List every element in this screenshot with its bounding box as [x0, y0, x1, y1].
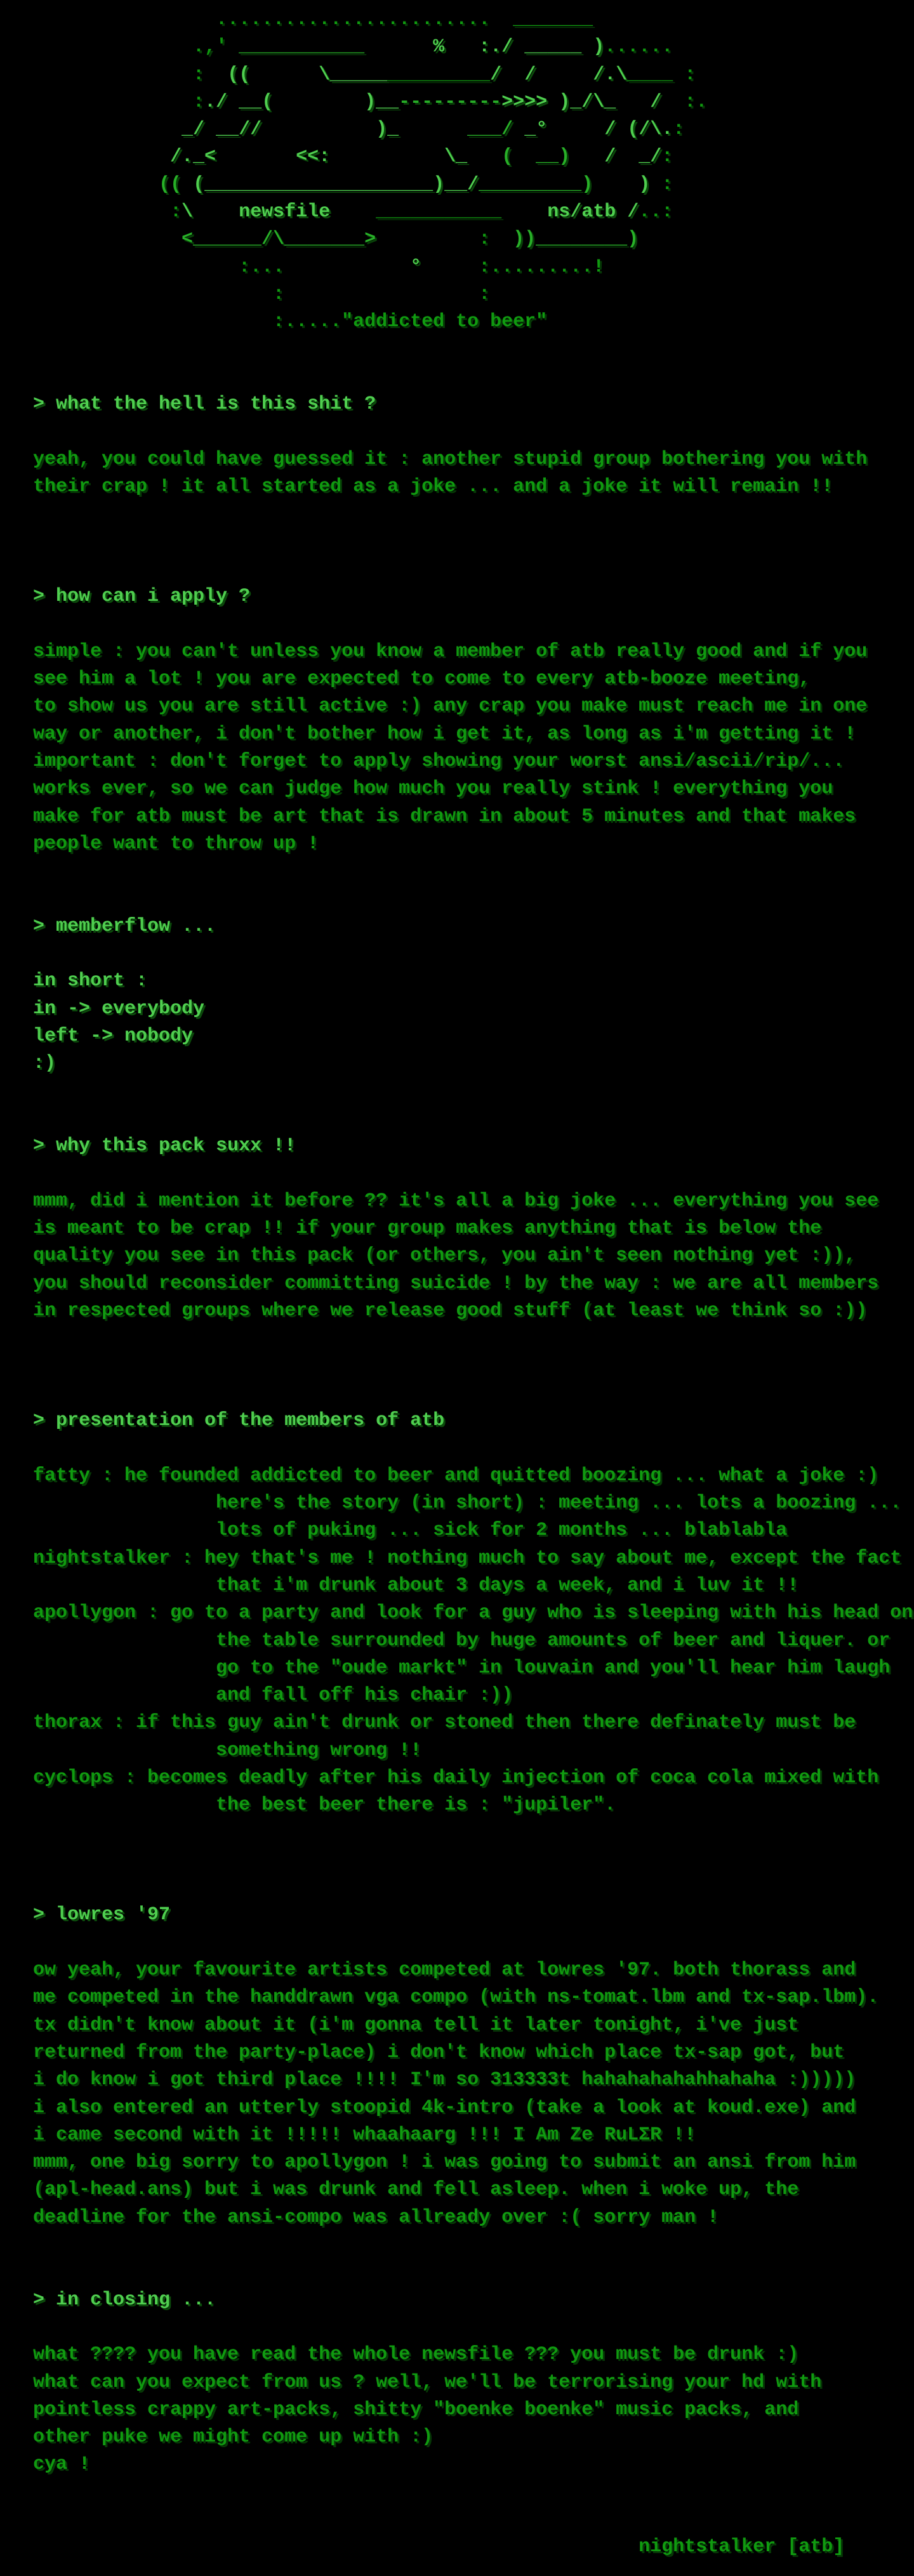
- ascii-art-segment: _____: [524, 36, 582, 58]
- blank-line: [33, 886, 914, 913]
- blank-line: [33, 1929, 914, 1957]
- ascii-art-segment: ..:: [639, 201, 673, 223]
- ascii-art-segment: newsfile: [239, 201, 331, 223]
- text-line: to show us you are still active :) any crap you make must reach me in one: [33, 695, 868, 718]
- blank-line: [33, 1325, 914, 1352]
- text-line: i do know i got third place !!!! I'm so 313333t hahahahahahhahaha :))))): [33, 2069, 856, 2091]
- ascii-art-segment: (/\.: [627, 119, 673, 141]
- ascii-art-segment: :: [33, 201, 182, 223]
- ascii-art-line: [33, 199, 914, 226]
- section-heading: > memberflow ...: [33, 915, 216, 937]
- text-line: ow yeah, your favourite artists competed at lowres '97. both thorass and: [33, 1959, 856, 1981]
- ascii-art-segment: __(: [239, 91, 274, 113]
- text-line: see him a lot ! you are expected to come to every atb-booze meeting,: [33, 668, 811, 690]
- blank-line: [33, 1874, 914, 1902]
- ascii-art-segment: )_/\_: [559, 91, 616, 113]
- ascii-art-segment: :: [673, 119, 685, 141]
- text-line: me competed in the handdrawn vga compo (with ns-tomat.lbm and tx-sap.lbm).: [33, 1987, 879, 2009]
- section-heading: > lowres '97: [33, 1904, 171, 1926]
- ascii-art-segment: [182, 174, 193, 195]
- ascii-art-line: [33, 281, 914, 308]
- ascii-art-segment: /: [490, 63, 502, 86]
- ascii-art-segment: /.\: [593, 63, 628, 86]
- blank-line: [33, 529, 914, 556]
- ascii-art-segment: ((: [227, 63, 251, 86]
- ascii-art-segment: [547, 91, 559, 113]
- ascii-art-segment: )_: [376, 119, 399, 141]
- ascii-art-segment: :./: [479, 36, 525, 58]
- text-line: lots of puking ... sick for 2 months ... blablabla: [33, 1520, 788, 1542]
- ascii-art-segment: [399, 119, 467, 140]
- blank-line: [33, 336, 914, 364]
- blank-line: [33, 418, 914, 445]
- ascii-art-segment: >>>>: [501, 91, 548, 113]
- ascii-art-segment: ___/: [467, 119, 513, 141]
- ascii-art-segment: [193, 201, 239, 223]
- blank-line: [33, 1847, 914, 1874]
- ascii-art-segment: ))________): [513, 228, 639, 251]
- blank-line: [33, 1380, 914, 1407]
- ascii-art-segment: [616, 146, 639, 168]
- ascii-art-segment: [536, 64, 593, 86]
- highlight-line: :): [33, 1053, 56, 1075]
- ascii-art-segment: :: [376, 228, 491, 251]
- blank-line: [33, 940, 914, 968]
- ascii-art-segment: /: [604, 119, 616, 141]
- ascii-art-segment: _________: [387, 63, 491, 86]
- ascii-art-segment: [593, 174, 639, 195]
- ascii-art-segment: ((: [33, 173, 182, 195]
- ascii-art-segment: [570, 146, 604, 168]
- ascii-art-segment: :: [33, 91, 205, 113]
- ascii-art-segment: [513, 119, 524, 140]
- ascii-art-line: [33, 6, 914, 34]
- ascii-art-segment: [364, 36, 433, 58]
- text-line: go to the "oude markt" in louvain and you'll hear him laugh: [33, 1657, 891, 1679]
- blank-line: [33, 501, 914, 528]
- highlight-line: left -> nobody: [33, 1025, 194, 1047]
- ascii-art-segment: _________): [479, 173, 593, 195]
- ascii-art-segment: :...: [33, 256, 285, 278]
- ascii-art-segment: ......: [604, 36, 673, 58]
- ascii-art-segment: ........................ _______: [33, 9, 593, 30]
- ascii-art-segment: [547, 119, 604, 140]
- text-line: fatty : he founded addicted to beer and quitted boozing ... what a joke :): [33, 1464, 879, 1487]
- text-line: (apl-head.ans) but i was drunk and fell asleep. when i woke up, the: [33, 2179, 799, 2201]
- ascii-art-segment: ): [639, 173, 651, 195]
- ascii-art-line: [33, 62, 914, 89]
- text-line: tx didn't know about it (i'm gonna tell it later tonight, i've just: [33, 2014, 799, 2036]
- ascii-art-segment: )__: [364, 91, 399, 113]
- ascii-art-line: [33, 171, 914, 199]
- ascii-art-line: [33, 254, 914, 281]
- ascii-art-segment: [273, 91, 364, 113]
- ascii-art-segment: \: [182, 201, 194, 223]
- ascii-art-segment: <<:: [296, 146, 331, 168]
- ascii-art-segment: [204, 64, 227, 86]
- text-line: thorax : if this guy ain't drunk or stoned then there definately must be: [33, 1712, 856, 1734]
- text-line: make for atb must be art that is drawn in about 5 minutes and that makes: [33, 805, 856, 827]
- section-heading: > what the hell is this shit ?: [33, 393, 376, 416]
- ascii-art-segment: [501, 64, 524, 86]
- ascii-art-segment: [284, 256, 410, 278]
- text-line: other puke we might come up with :): [33, 2426, 434, 2448]
- text-line: apollygon : go to a party and look for a guy who is sleeping with his head on: [33, 1602, 913, 1624]
- text-line: nightstalker : hey that's me ! nothing much to say about me, except the fact: [33, 1547, 902, 1569]
- text-line: the best beer there is : "jupiler".: [33, 1794, 616, 1817]
- text-line: here's the story (in short) : meeting ... lots a boozing ...: [33, 1492, 902, 1515]
- blank-line: [33, 2259, 914, 2286]
- blank-line: [33, 1820, 914, 1847]
- text-line: yeah, you could have guessed it : another stupid group bothering you with: [33, 448, 868, 470]
- ascii-art-segment: _/: [639, 146, 662, 168]
- ascii-art-segment: [616, 91, 650, 113]
- ascii-art-segment: [616, 119, 627, 140]
- ascii-art-segment: /: [604, 146, 616, 168]
- ascii-art-segment: [330, 201, 376, 223]
- ascii-art-segment: :: [650, 173, 673, 195]
- ascii-art-segment: :: [661, 146, 673, 168]
- ascii-art-segment: [421, 256, 479, 278]
- ascii-art-segment: /: [627, 201, 639, 223]
- blank-line: [33, 1105, 914, 1133]
- text-line: that i'm drunk about 3 days a week, and i luv it !!: [33, 1574, 799, 1596]
- ascii-art-segment: _°: [524, 119, 548, 141]
- blank-line: [33, 2231, 914, 2259]
- text-line: and fall off his chair :)): [33, 1685, 513, 1707]
- text-line: i came second with it !!!!! whaahaarg !!! I Am Ze RuLΣR !!: [33, 2124, 696, 2146]
- signature-line: nightstalker [atb]: [33, 2536, 845, 2558]
- text-line: pointless crappy art-packs, shitty "boenke boenke" music packs, and: [33, 2398, 799, 2421]
- ascii-art-segment: /._<: [170, 146, 216, 168]
- ascii-art-segment: ---------: [399, 91, 502, 113]
- blank-line: [33, 611, 914, 638]
- text-line: their crap ! it all started as a joke ... and a joke it will remain !!: [33, 476, 833, 498]
- text-line: you should reconsider committing suicide ! by the way : we are all members: [33, 1272, 879, 1294]
- highlight-line: in -> everybody: [33, 997, 205, 1020]
- text-line: people want to throw up !: [33, 832, 319, 855]
- ascii-art-segment: /: [650, 91, 662, 113]
- blank-line: [33, 556, 914, 583]
- blank-line: [33, 1160, 914, 1187]
- text-line: returned from the party-place) i don't know which place tx-sap got, but: [33, 2041, 845, 2063]
- ascii-art-line: [33, 34, 914, 61]
- text-line: something wrong !!: [33, 1739, 422, 1761]
- ascii-art-segment: :....."addicted to beer": [33, 311, 548, 333]
- ascii-art-segment: /: [524, 63, 536, 86]
- text-line: quality you see in this pack (or others, you ain't seen nothing yet :)),: [33, 1245, 856, 1267]
- ascii-art-segment: [444, 36, 479, 58]
- ascii-art-segment: [262, 119, 376, 140]
- section-heading: > presentation of the members of atb: [33, 1410, 445, 1432]
- ascii-art-segment: :.: [661, 91, 708, 113]
- text-line: important : don't forget to apply showing your worst ansi/ascii/rip/...: [33, 751, 845, 773]
- ascii-art-segment: ___________: [376, 201, 502, 223]
- text-line: deadline for the ansi-compo was allready over :( sorry man !: [33, 2206, 719, 2228]
- ascii-art-line: [33, 226, 914, 253]
- ascii-art-segment: :: [33, 63, 205, 86]
- ascii-art-segment: ./: [204, 91, 239, 113]
- ascii-art-segment: [330, 146, 444, 168]
- ascii-art-segment: °: [410, 256, 422, 278]
- blank-line: [33, 1435, 914, 1462]
- ascii-art-segment: [616, 201, 627, 223]
- ascii-art-segment: :: [673, 63, 696, 86]
- ascii-art-segment: [501, 201, 547, 223]
- ascii-art-segment: [467, 146, 501, 168]
- ascii-art-segment: [250, 64, 319, 86]
- ascii-art-segment: ____: [627, 63, 673, 86]
- ascii-art-segment: [581, 36, 593, 58]
- ascii-art-segment: ns/atb: [547, 201, 616, 223]
- section-heading: > in closing ...: [33, 2289, 216, 2311]
- ascii-art-line: [33, 143, 914, 171]
- section-heading: > why this pack suxx !!: [33, 1135, 296, 1157]
- blank-line: [33, 2479, 914, 2506]
- blank-line: [33, 364, 914, 391]
- ascii-art-segment: [33, 119, 182, 140]
- ascii-art-segment: <______/\_______>: [33, 228, 376, 251]
- ascii-art-segment: _/: [182, 119, 205, 141]
- ascii-art-segment: \_____: [319, 63, 388, 86]
- text-line: mmm, one big sorry to apollygon ! i was going to submit an ansi from him: [33, 2152, 856, 2174]
- blank-line: [33, 858, 914, 885]
- blank-line: [33, 2314, 914, 2341]
- ascii-art-segment: \_: [444, 146, 468, 168]
- ascii-art-segment: .,': [33, 36, 239, 58]
- text-line: what ???? you have read the whole newsfile ??? you must be drunk :): [33, 2344, 799, 2366]
- highlight-line: in short :: [33, 970, 148, 992]
- text-line: is meant to be crap !! if your group makes anything that is below the: [33, 1218, 822, 1240]
- text-line: way or another, i don't bother how i get it, as long as i'm getting it !: [33, 723, 856, 745]
- ascii-art-segment: __//: [216, 119, 262, 141]
- text-line: simple : you can't unless you know a member of atb really good and if you: [33, 640, 868, 662]
- blank-line: [33, 2506, 914, 2533]
- text-line: the table surrounded by huge amounts of beer and liquer. or: [33, 1629, 891, 1652]
- ascii-art-segment: [490, 228, 513, 250]
- ascii-art-line: [33, 89, 914, 116]
- text-line: in respected groups where we release good stuff (at least we think so :)): [33, 1299, 868, 1322]
- blank-line: [33, 1353, 914, 1380]
- text-line: cya !: [33, 2454, 91, 2476]
- ascii-art-segment: %: [433, 36, 445, 58]
- ascii-art-segment: ): [593, 36, 605, 58]
- ascii-art-segment: [204, 119, 216, 140]
- ascii-art-segment: [33, 146, 170, 168]
- ascii-art-segment: [216, 146, 296, 168]
- text-line: works ever, so we can judge how much you really stink ! everything you: [33, 778, 833, 800]
- ascii-art-segment: (____________________)__/: [193, 173, 479, 195]
- ascii-art-segment: ( __): [501, 146, 571, 168]
- ascii-art-line: [33, 308, 914, 336]
- text-line: cyclops : becomes deadly after his daily injection of coca cola mixed with: [33, 1767, 879, 1789]
- text-line: what can you expect from us ? well, we'll be terrorising your hd with: [33, 2371, 822, 2393]
- ascii-art-segment: : :: [33, 283, 491, 305]
- text-line: mmm, did i mention it before ?? it's all a big joke ... everything you see: [33, 1190, 879, 1212]
- blank-line: [33, 1078, 914, 1105]
- ascii-art-segment: :.........!: [479, 256, 605, 278]
- ascii-art-line: [33, 116, 914, 143]
- section-heading: > how can i apply ?: [33, 586, 251, 608]
- text-line: i also entered an utterly stoopid 4k-intro (take a look at koud.exe) and: [33, 2096, 856, 2119]
- ascii-art-segment: ___________: [239, 36, 365, 58]
